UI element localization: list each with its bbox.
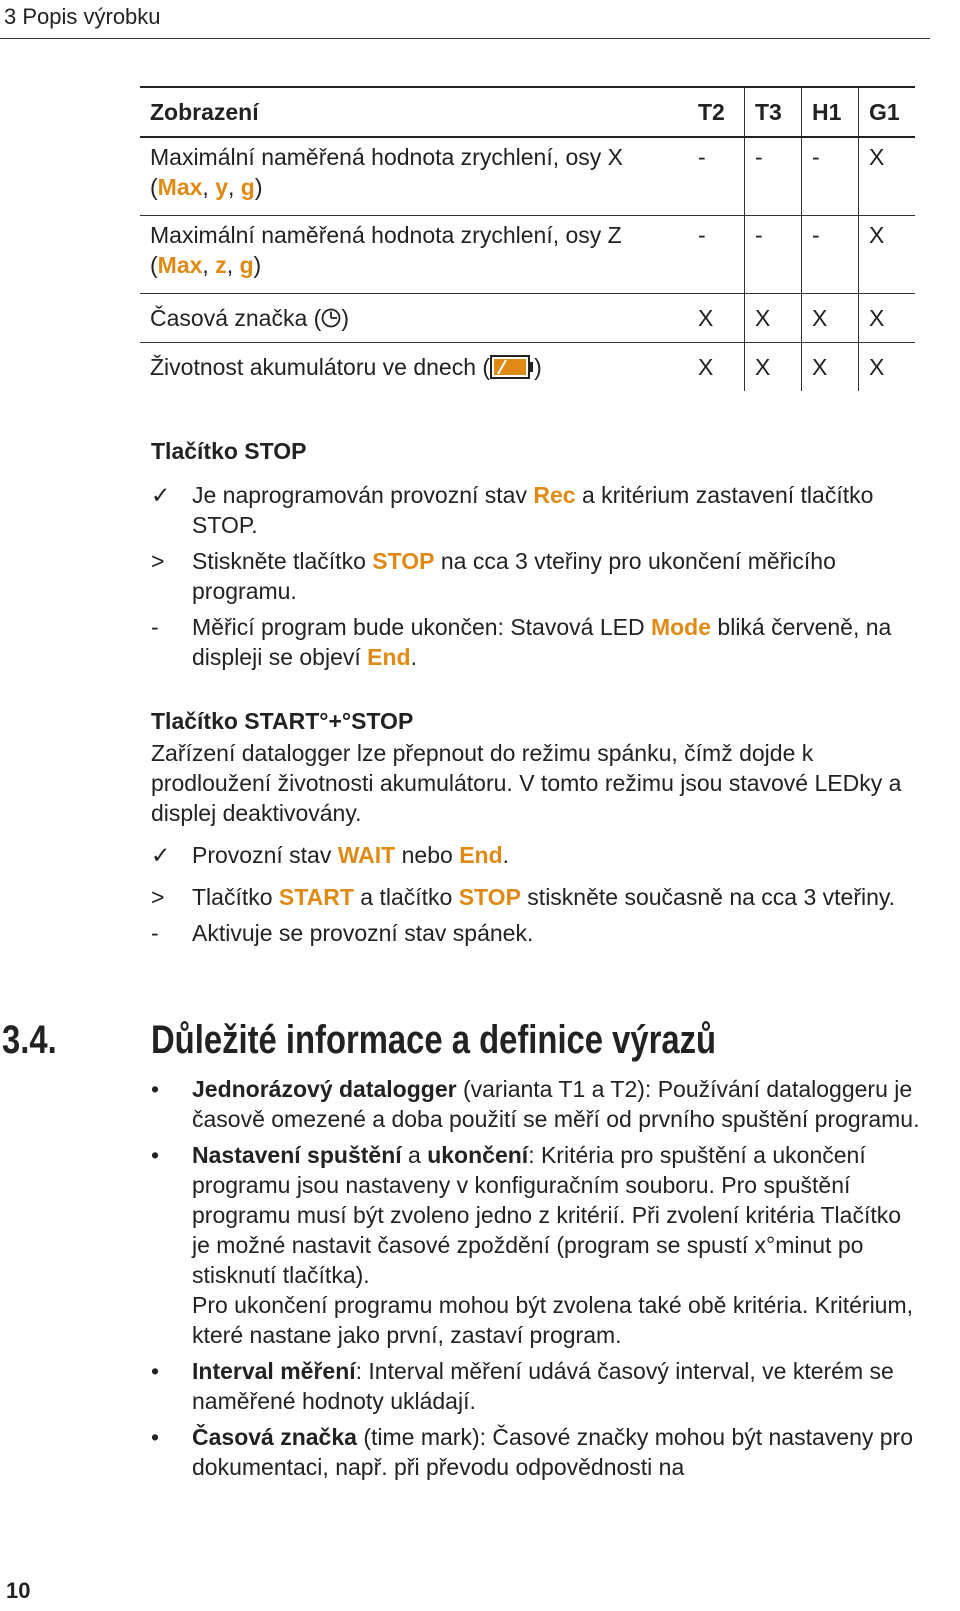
cell-g1: X [859,342,916,391]
row-label-text: Maximální naměřená hodnota zrychlení, osy X [150,144,624,170]
step-text: stiskněte současně na cca 3 vteřiny. [520,884,896,910]
result-marker: - [151,920,159,946]
cell-h1: X [802,342,859,391]
step-text: . [410,644,417,670]
row-detail-axis: y [215,174,228,200]
definition: : Kritéria pro spuštění a ukončení programu jsou nastaveny v konfiguračním souboru. Pro spuštění programu musí být zvoleno jedno z kritérií. Při zvolení kritéria Tlačítko je možné nastavit časové zpoždění (program se spustí x°minut po stisknutí tlačítka). [192,1142,902,1288]
bullet-marker: • [151,1424,160,1450]
cell-t3: - [745,137,802,215]
step-highlight: Rec [533,482,576,508]
th-h1: H1 [802,87,859,137]
step-highlight: STOP [372,548,435,574]
row-label [140,342,688,391]
row-detail-close: ) [253,251,262,278]
battery-icon [490,354,534,380]
step-text: Měřicí program bude ukončen: Stavová LED [192,614,651,640]
definition: Pro ukončení programu mohou být zvolena také obě kritéria. Kritérium, které nastane jako první, zastaví program. [192,1292,914,1348]
bullet-marker: • [151,1142,160,1168]
list-item [151,1422,921,1482]
check-mark-icon: ✓ [151,482,171,508]
list-item [151,1140,921,1350]
definitions-list [151,1074,921,1488]
step-text: bliká červeně, na displeji se objeví [192,614,892,670]
action-marker: > [151,548,165,574]
row-detail-unit: g [239,251,254,278]
row-label [140,137,688,215]
list-item [151,1074,921,1134]
action-marker: > [151,884,165,910]
result-step [151,612,921,672]
cell-t2: - [688,215,745,293]
action-step [151,546,921,606]
step-text: Provozní stav [192,842,338,868]
cell-h1: - [802,215,859,293]
step-text: nebo [395,842,460,868]
cell-t3: - [745,215,802,293]
term: Nastavení spuštění [192,1142,402,1168]
row-detail-sep: , [202,251,216,278]
step-text: a tlačítko [353,884,459,910]
step-text: Stiskněte tlačítko [192,548,373,574]
step-text: Aktivuje se provozní stav spánek. [192,920,534,946]
table-row [140,293,915,342]
term: Časová značka [192,1424,357,1450]
row-label-text: Časová značka ( [150,304,322,331]
cell-t2: - [688,137,745,215]
step-highlight: WAIT [337,842,396,868]
start-stop-paragraph: Zařízení datalogger lze přepnout do režimu spánku, čímž dojde k prodloužení životnosti akumulátoru. V tomto režimu jsou stavové LEDky a displej deaktivovány. [151,740,902,826]
action-step [151,882,921,912]
row-label [140,293,688,342]
display-table [140,86,915,391]
row-label-close: ) [341,304,349,331]
row-label [140,215,688,293]
step-highlight: End [459,842,503,868]
cell-h1: - [802,137,859,215]
term: Jednorázový datalogger [192,1076,457,1102]
row-label-text: Maximální naměřená hodnota zrychlení, osy Z [150,221,622,248]
cell-t2: X [698,353,714,380]
term: Interval měření [192,1358,356,1384]
result-step [151,918,921,948]
bullet-marker: • [151,1358,160,1384]
cell-g1: X [859,137,916,215]
step-text: . [502,842,510,868]
prerequisite-step [151,840,921,870]
bullet-marker: • [151,1076,160,1102]
row-detail-close: ) [254,174,263,200]
prerequisite-step [151,480,921,540]
clock-icon [321,308,341,328]
term: ukončení [427,1142,529,1168]
th-zobrazeni: Zobrazení [140,87,688,137]
th-t3: T3 [745,87,802,137]
table-row [140,137,915,215]
row-detail-axis: z [215,251,227,278]
start-stop-section [151,706,921,954]
stop-section [151,436,921,678]
row-detail-max: Max [157,174,203,200]
table-row [140,215,915,293]
step-highlight: STOP [458,884,521,910]
stop-heading: Tlačítko STOP [151,438,307,464]
step-text: Je naprogramován provozní stav [192,482,534,508]
th-g1: G1 [859,87,916,137]
definition: a [401,1142,428,1168]
step-text: na cca 3 vteřiny pro ukončení měřicího programu. [192,548,836,604]
row-detail-open: ( [150,251,158,278]
step-highlight: START [278,884,354,910]
row-detail-unit: g [240,174,255,200]
row-detail-sep: , [228,174,241,200]
step-highlight: End [367,644,411,670]
row-detail-sep: , [202,174,216,200]
cell-t3: X [745,293,802,342]
page-header [0,0,930,39]
list-item [151,1356,921,1416]
th-t2: T2 [688,87,745,137]
step-text: a kritérium zastavení tlačítko STOP. [192,482,874,538]
row-detail-sep: , [226,251,240,278]
cell-t3: X [745,342,802,391]
cell-t2: X [688,293,745,342]
definition: (varianta T1 a T2): Používání dataloggeru je časově omezené a doba použití se měří od prvního spuštění programu. [192,1076,920,1132]
table-row [140,342,915,391]
row-label-text: Životnost akumulátoru ve dnech ( [150,353,491,380]
start-stop-heading: Tlačítko START°+°STOP [151,708,414,734]
check-mark-icon: ✓ [151,842,171,868]
cell-g1: X [859,293,916,342]
header-title: 3 Popis výrobku [4,4,161,29]
section-title: Důležité informace a definice výrazů [151,1018,717,1062]
definition: : Interval měření udává časový interval, ve kterém se naměřené hodnoty ukládají. [192,1358,894,1414]
row-detail-max: Max [157,251,203,278]
result-marker: - [151,614,159,640]
section-number: 3.4. [2,1018,57,1062]
page-number: 10 [6,1578,31,1603]
row-detail-open: ( [150,174,158,200]
cell-h1: X [802,293,859,342]
cell-g1: X [859,215,916,293]
row-label-close: ) [534,353,542,380]
step-text: Tlačítko [192,884,279,910]
definition: (time mark): Časové značky mohou být nastaveny pro dokumentaci, např. při převodu odpovědnosti na [192,1424,913,1480]
step-highlight: Mode [650,614,712,640]
table-header-row [140,87,915,137]
